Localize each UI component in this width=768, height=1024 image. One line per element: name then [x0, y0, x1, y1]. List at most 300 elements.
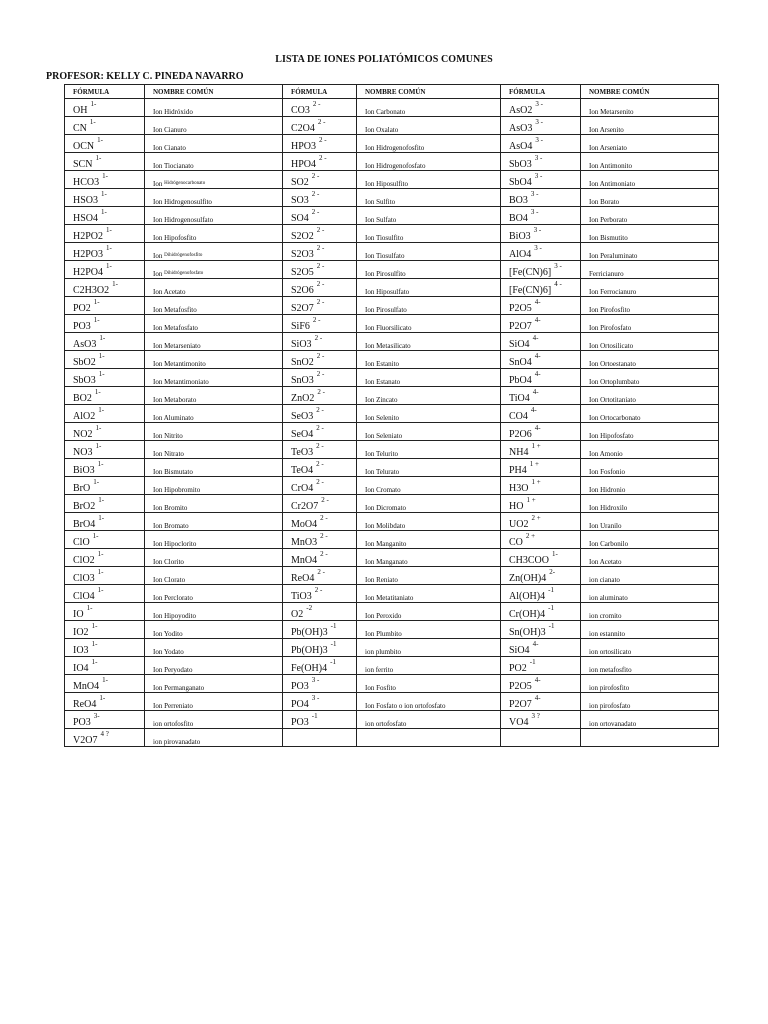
ion-common-name: Ion Hidrogenosulfato — [153, 216, 214, 224]
ion-formula: VO4 — [509, 717, 529, 728]
ion-common-name: ion ortosilicato — [589, 648, 632, 656]
name-cell — [145, 405, 283, 423]
ion-formula: C2O4 — [291, 123, 315, 134]
name-cell — [581, 657, 719, 675]
ion-common-name: Ion Acetato — [589, 558, 622, 566]
name-cell — [357, 405, 501, 423]
ion-common-name: Ion Tiosulfito — [365, 234, 404, 242]
ion-formula: Al(OH)4 — [509, 591, 546, 602]
ion-formula: PbO4 — [509, 375, 532, 386]
formula-cell — [65, 333, 145, 351]
formula-cell — [283, 99, 357, 117]
formula-cell — [283, 279, 357, 297]
ion-charge: 3 - — [530, 190, 539, 198]
formula-cell — [65, 513, 145, 531]
ion-common-name-small: Hidrógenocarbonato — [164, 181, 206, 186]
ion-charge: 1- — [98, 352, 105, 360]
ion-common-name: Ion Fluorsilicato — [365, 324, 412, 332]
ion-formula: HSO3 — [73, 195, 99, 206]
ion-common-name: Ion Borato — [589, 198, 620, 206]
name-cell — [145, 99, 283, 117]
formula-cell — [501, 603, 581, 621]
ion-formula: SeO3 — [291, 411, 314, 422]
ion-charge: 1- — [98, 370, 105, 378]
ion-charge: 3 - — [535, 100, 543, 108]
name-cell — [145, 279, 283, 297]
name-cell — [145, 459, 283, 477]
ion-formula: [Fe(CN)6] — [509, 267, 552, 278]
ion-charge: 1- — [101, 190, 107, 198]
ion-common-name: Ion Manganito — [365, 540, 407, 548]
name-cell — [145, 207, 283, 225]
ion-formula: S2O3 — [291, 249, 314, 260]
ion-common-name: Ion — [153, 180, 163, 188]
formula-cell — [501, 297, 581, 315]
ion-common-name: Ion Hipofosfito — [153, 234, 197, 242]
name-cell — [581, 297, 719, 315]
name-cell — [357, 135, 501, 153]
formula-cell — [501, 441, 581, 459]
ion-common-name: Ferricianuro — [589, 270, 624, 278]
name-cell — [145, 639, 283, 657]
ion-charge: -1 — [311, 712, 318, 720]
name-cell — [357, 441, 501, 459]
name-cell — [357, 639, 501, 657]
formula-cell — [283, 225, 357, 243]
ion-formula: PO3 — [291, 681, 309, 692]
table-row — [65, 207, 719, 225]
ion-charge: 3- — [93, 712, 100, 720]
ion-formula: UO2 — [509, 519, 529, 530]
formula-cell — [65, 387, 145, 405]
name-cell — [581, 207, 719, 225]
ion-charge: 4- — [534, 424, 541, 432]
ion-common-name: Ion Hiposulfito — [365, 180, 408, 188]
ion-charge: 3 - — [535, 118, 543, 126]
ion-charge: 1- — [90, 100, 97, 108]
formula-cell — [283, 567, 357, 585]
formula-cell — [501, 711, 581, 729]
ion-formula: AlO2 — [73, 411, 96, 422]
formula-cell — [283, 369, 357, 387]
ion-charge: 3 - — [534, 172, 543, 180]
table-row — [65, 117, 719, 135]
ion-formula: AsO4 — [509, 141, 533, 152]
ion-formula: BrO — [73, 483, 91, 494]
table-row — [65, 135, 719, 153]
ion-common-name: Ion Ferrocianuro — [589, 288, 637, 296]
table-row — [65, 729, 719, 747]
ion-formula: PH4 — [509, 465, 527, 476]
ion-formula: CO3 — [291, 105, 310, 116]
ion-common-name: Ion Ortoplumbato — [589, 378, 640, 386]
ion-charge: 2 - — [320, 514, 328, 522]
ion-charge: 1- — [102, 172, 108, 180]
ion-formula: PO3 — [73, 717, 91, 728]
formula-cell — [501, 549, 581, 567]
ions-table-body — [65, 99, 719, 747]
formula-cell — [283, 297, 357, 315]
ion-common-name: Ion Nitrito — [153, 432, 183, 440]
name-cell — [357, 351, 501, 369]
ion-charge: 1- — [112, 280, 118, 288]
formula-cell — [501, 243, 581, 261]
formula-cell — [283, 639, 357, 657]
header-formula-2: FÓRMULA — [283, 85, 357, 99]
ion-charge: 1- — [86, 604, 93, 612]
formula-cell — [283, 693, 357, 711]
ion-formula: AsO3 — [509, 123, 533, 134]
name-cell — [357, 729, 501, 747]
table-row — [65, 639, 719, 657]
formula-cell — [501, 189, 581, 207]
name-cell — [357, 675, 501, 693]
ion-charge: 1- — [97, 550, 104, 558]
ion-formula: Pb(OH)3 — [291, 645, 328, 656]
name-cell — [581, 477, 719, 495]
ion-common-name: Ion Seleniato — [365, 432, 403, 440]
ion-charge: 2 - — [319, 154, 327, 162]
ion-charge: 2 - — [317, 388, 325, 396]
ion-formula: S2O6 — [291, 285, 314, 296]
ion-formula: BrO4 — [73, 519, 96, 530]
ion-charge: 1- — [106, 226, 112, 234]
formula-cell — [501, 171, 581, 189]
ion-common-name: Ion Fosfonio — [589, 468, 625, 476]
header-formula-3: FÓRMULA — [501, 85, 581, 99]
name-cell — [357, 117, 501, 135]
table-row — [65, 297, 719, 315]
ion-common-name: Ion Sulfito — [365, 198, 396, 206]
ion-charge: 2 - — [316, 226, 325, 234]
formula-cell — [65, 639, 145, 657]
ion-charge: 3 - — [554, 262, 562, 270]
table-row — [65, 441, 719, 459]
ion-common-name: Ion Uranilo — [589, 522, 622, 530]
ion-formula: P2O7 — [509, 321, 532, 332]
ion-formula: AlO4 — [509, 249, 532, 260]
ion-common-name: Ion Telurato — [365, 468, 400, 476]
name-cell — [581, 531, 719, 549]
ion-formula: SbO2 — [73, 357, 96, 368]
table-row — [65, 189, 719, 207]
ion-charge: 1 + — [526, 496, 536, 504]
ion-charge: 2 - — [314, 586, 323, 594]
ion-formula: TiO3 — [291, 591, 312, 602]
ion-charge: -1 — [529, 658, 536, 666]
table-row — [65, 531, 719, 549]
formula-cell — [283, 621, 357, 639]
name-cell — [581, 585, 719, 603]
ion-common-name: ion pirofosfato — [589, 702, 631, 710]
ion-formula: PO4 — [291, 699, 309, 710]
ion-formula: Sn(OH)3 — [509, 627, 546, 638]
ion-formula: MnO3 — [291, 537, 318, 548]
ion-common-name: Ion Metatitaniato — [365, 594, 414, 602]
name-cell — [581, 423, 719, 441]
ion-charge: 1 + — [531, 442, 541, 450]
ion-charge: 3 - — [535, 136, 543, 144]
ion-formula: SnO2 — [291, 357, 314, 368]
name-cell — [581, 387, 719, 405]
formula-cell — [65, 189, 145, 207]
formula-cell — [501, 567, 581, 585]
name-cell — [145, 225, 283, 243]
table-row — [65, 549, 719, 567]
ion-formula: PO3 — [291, 717, 309, 728]
ion-charge: 2 - — [316, 442, 324, 450]
ion-charge: 1- — [98, 514, 105, 522]
formula-cell — [65, 225, 145, 243]
ion-formula: TeO4 — [291, 465, 314, 476]
ion-common-name: Ion Yodato — [153, 648, 184, 656]
name-cell — [145, 657, 283, 675]
formula-cell — [283, 207, 357, 225]
formula-cell — [65, 531, 145, 549]
name-cell — [357, 513, 501, 531]
ion-charge: 2 - — [316, 460, 324, 468]
ion-common-name: Ion Metantimoniato — [153, 378, 209, 386]
ion-formula: PO2 — [509, 663, 527, 674]
formula-cell — [65, 441, 145, 459]
ion-charge: 1- — [91, 658, 98, 666]
ion-common-name: Ion Hiposulfato — [365, 288, 410, 296]
formula-cell — [283, 189, 357, 207]
ion-common-name: Ion Tiocianato — [153, 162, 194, 170]
ion-charge: 1- — [97, 568, 104, 576]
name-cell — [357, 243, 501, 261]
ion-charge: -1 — [548, 622, 555, 630]
formula-cell — [501, 459, 581, 477]
name-cell — [357, 423, 501, 441]
ion-charge: 2 - — [319, 136, 327, 144]
ion-common-name: Ion Clorato — [153, 576, 186, 584]
ions-table — [64, 84, 719, 747]
ion-common-name: Ion Fosfito — [365, 684, 396, 692]
ion-formula: TeO3 — [291, 447, 314, 458]
ion-formula: CO — [509, 537, 523, 548]
ion-charge: 2 - — [320, 550, 328, 558]
name-cell — [357, 333, 501, 351]
ion-common-name: Ion Hidroxilo — [589, 504, 628, 512]
ion-charge: 2 - — [316, 298, 325, 306]
name-cell — [581, 405, 719, 423]
ion-formula: CrO4 — [291, 483, 314, 494]
ion-common-name: Ion Zincato — [365, 396, 398, 404]
formula-cell — [283, 333, 357, 351]
ion-common-name: Ion Cromato — [365, 486, 401, 494]
ion-formula: PO3 — [73, 321, 91, 332]
formula-cell — [65, 207, 145, 225]
table-row — [65, 711, 719, 729]
ion-charge: 2 - — [316, 352, 325, 360]
ion-common-name-small: Dihidrógenofosfato — [164, 271, 204, 276]
formula-cell — [283, 657, 357, 675]
ion-common-name: Ion Metarsenito — [589, 108, 634, 116]
ion-common-name: Ion Ortosilicato — [589, 342, 634, 350]
ion-charge: 2 - — [316, 262, 325, 270]
ion-formula: Pb(OH)3 — [291, 627, 328, 638]
header-name-2: NOMBRE COMÚN — [357, 85, 501, 99]
name-cell — [581, 225, 719, 243]
ion-formula: Zn(OH)4 — [509, 573, 547, 584]
ion-charge: 3 - — [311, 676, 320, 684]
name-cell — [581, 441, 719, 459]
ion-formula: SiF6 — [291, 321, 310, 332]
ion-common-name: Ion Tiosulfato — [365, 252, 405, 260]
ion-charge: 3 - — [311, 694, 320, 702]
ion-formula: SiO3 — [291, 339, 312, 350]
name-cell — [581, 459, 719, 477]
table-row — [65, 675, 719, 693]
formula-cell — [283, 585, 357, 603]
name-cell — [145, 297, 283, 315]
ion-formula: HSO4 — [73, 213, 99, 224]
ion-formula: CH3COO — [509, 555, 550, 566]
ion-formula: S2O2 — [291, 231, 314, 242]
table-row — [65, 171, 719, 189]
name-cell — [357, 459, 501, 477]
formula-cell — [501, 423, 581, 441]
ion-charge: 3 ? — [531, 712, 540, 720]
ion-common-name: Ion Metarseniato — [153, 342, 201, 350]
ion-charge: 4- — [534, 676, 541, 684]
name-cell — [581, 369, 719, 387]
ion-charge: 2 - — [321, 496, 329, 504]
ion-common-name: Ion Hipoclorito — [153, 540, 197, 548]
name-cell — [357, 369, 501, 387]
ion-formula: SO4 — [291, 213, 309, 224]
ion-formula: Cr2O7 — [291, 501, 319, 512]
ion-common-name: Ion Oxalato — [365, 126, 399, 134]
ion-formula: SiO4 — [509, 339, 530, 350]
ion-formula: P2O5 — [509, 681, 532, 692]
table-row — [65, 153, 719, 171]
table-row — [65, 225, 719, 243]
name-cell — [357, 261, 501, 279]
ion-common-name: Ion Bismutito — [589, 234, 628, 242]
formula-cell — [501, 315, 581, 333]
header-name-1: NOMBRE COMÚN — [145, 85, 283, 99]
ion-formula: Cr(OH)4 — [509, 609, 546, 620]
table-row — [65, 693, 719, 711]
table-row — [65, 513, 719, 531]
ion-common-name: Ion Estanato — [365, 378, 401, 386]
name-cell — [357, 207, 501, 225]
ion-formula: H2PO4 — [73, 267, 104, 278]
ion-formula: P2O5 — [509, 303, 532, 314]
formula-cell — [283, 549, 357, 567]
formula-cell — [65, 459, 145, 477]
formula-cell — [65, 423, 145, 441]
formula-cell — [65, 603, 145, 621]
ion-common-name: Ion Arsenito — [589, 126, 624, 134]
ion-common-name: Ion Cianuro — [153, 126, 187, 134]
ion-common-name: ion ferrito — [365, 666, 394, 674]
ion-common-name: Ion Nitrato — [153, 450, 184, 458]
ion-charge: 1- — [552, 550, 558, 558]
ion-common-name: Ion Sulfato — [365, 216, 397, 224]
ion-formula: CO4 — [509, 411, 528, 422]
ion-common-name: Ion Hidrogenosulfito — [153, 198, 212, 206]
ion-formula: AsO3 — [73, 339, 97, 350]
formula-cell — [283, 711, 357, 729]
ion-charge: 4- — [534, 298, 541, 306]
name-cell — [145, 423, 283, 441]
ion-common-name: Ion Ortotitaniato — [589, 396, 636, 404]
name-cell — [581, 243, 719, 261]
name-cell — [145, 603, 283, 621]
ion-charge: -1 — [330, 622, 337, 630]
table-row — [65, 99, 719, 117]
name-cell — [581, 711, 719, 729]
ion-common-name: Ion Metantimonito — [153, 360, 206, 368]
ion-common-name: ion pirofosfito — [589, 684, 630, 692]
ion-common-name: ion metafosfito — [589, 666, 632, 674]
ion-formula: SO2 — [291, 177, 309, 188]
formula-cell — [501, 207, 581, 225]
ion-common-name: Ion Perreniato — [153, 702, 193, 710]
ion-charge: 1- — [106, 244, 112, 252]
formula-cell — [501, 657, 581, 675]
formula-cell — [283, 405, 357, 423]
name-cell — [581, 621, 719, 639]
ion-formula: SCN — [73, 159, 93, 170]
table-row — [65, 315, 719, 333]
ion-formula: HO — [509, 501, 524, 512]
name-cell — [357, 477, 501, 495]
ion-charge: 4 ? — [100, 730, 109, 738]
ion-charge: 1- — [99, 334, 106, 342]
ion-formula: BrO2 — [73, 501, 96, 512]
name-cell — [357, 153, 501, 171]
ion-formula: AsO2 — [509, 105, 533, 116]
ion-formula: ReO4 — [291, 573, 315, 584]
formula-cell — [65, 477, 145, 495]
ion-common-name: ion cianato — [589, 576, 620, 584]
ion-charge: 4- — [534, 352, 541, 360]
formula-cell — [501, 693, 581, 711]
ion-charge: 2 - — [311, 190, 320, 198]
ion-charge: 1- — [93, 316, 100, 324]
ion-common-name: Ion — [153, 270, 163, 278]
ion-formula: MnO4 — [73, 681, 100, 692]
ion-common-name: Ion Hipofosfato — [589, 432, 634, 440]
name-cell — [145, 387, 283, 405]
ion-charge: -1 — [330, 640, 337, 648]
table-row — [65, 459, 719, 477]
ion-common-name: Ion Carbonilo — [589, 540, 629, 548]
ion-charge: -1 — [548, 604, 554, 612]
ion-common-name: Ion Permanganato — [153, 684, 205, 692]
name-cell — [145, 711, 283, 729]
formula-cell — [65, 657, 145, 675]
ion-formula: SbO4 — [509, 177, 532, 188]
ion-formula: BO3 — [509, 195, 528, 206]
formula-cell — [501, 225, 581, 243]
ion-formula: P2O6 — [509, 429, 532, 440]
formula-cell — [65, 279, 145, 297]
ion-charge: 1- — [97, 586, 104, 594]
ion-formula: ClO — [73, 537, 90, 548]
formula-cell — [501, 585, 581, 603]
formula-cell — [501, 369, 581, 387]
ion-common-name: Ion Acetato — [153, 288, 186, 296]
formula-cell — [283, 477, 357, 495]
formula-cell — [501, 531, 581, 549]
ion-formula: Fe(OH)4 — [291, 663, 328, 674]
formula-cell — [283, 351, 357, 369]
